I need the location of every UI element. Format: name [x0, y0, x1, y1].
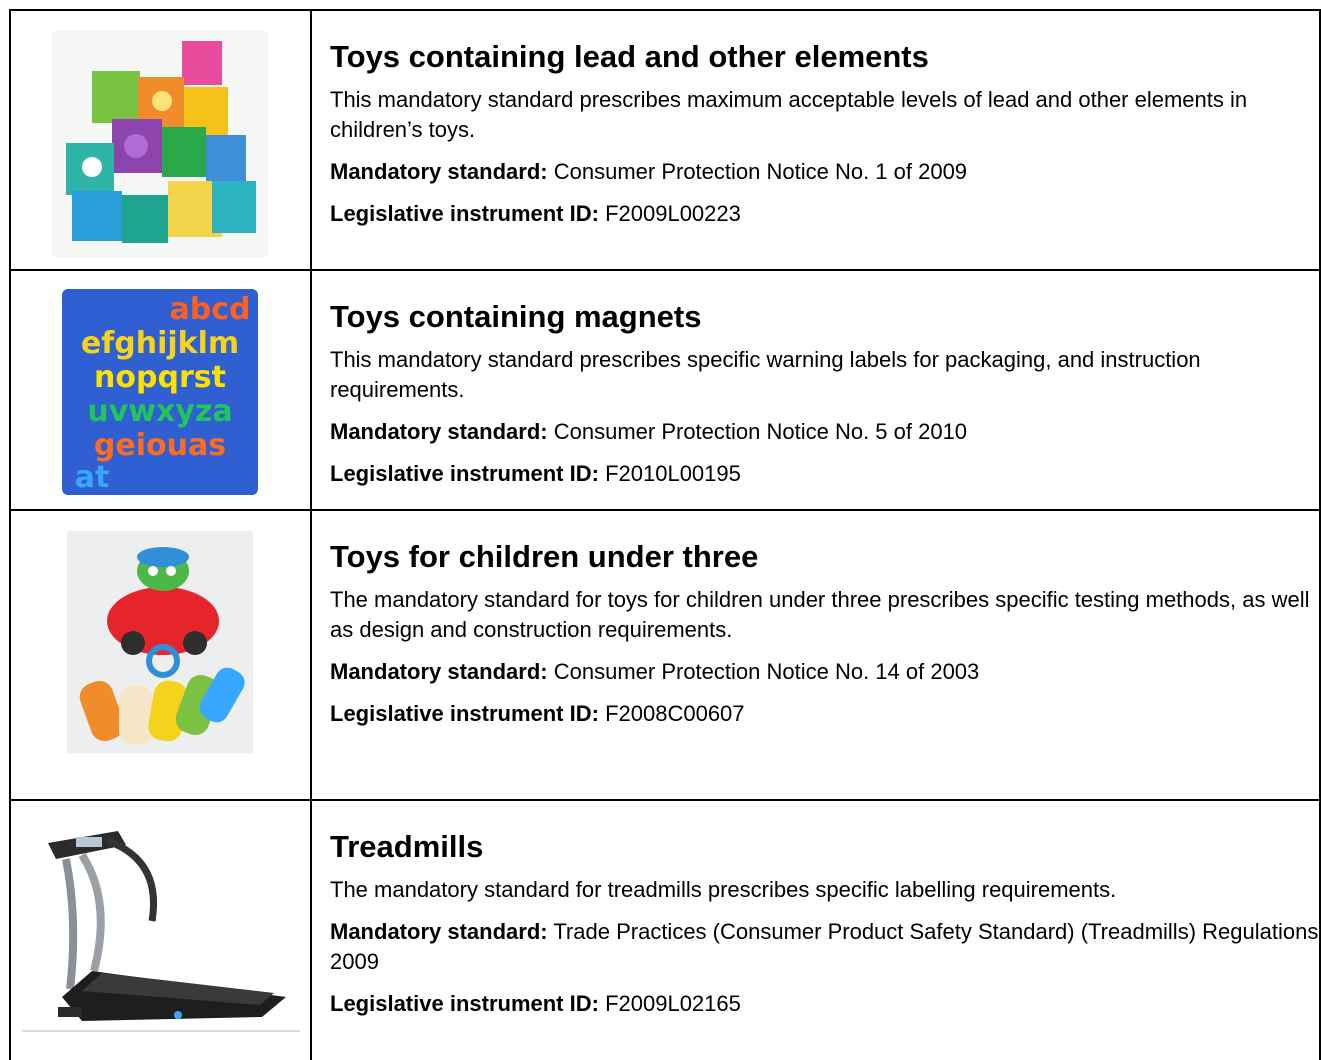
image-cell	[10, 10, 311, 270]
legislative-id-label: Legislative instrument ID:	[330, 201, 599, 226]
mandatory-standard-value: Consumer Protection Notice No. 5 of 2010	[553, 419, 968, 444]
entry-description: The mandatory standard for toys for children under three prescribes specific testing methods, as well as design and construction requirements.	[330, 587, 1310, 642]
entry-title: Toys containing magnets	[330, 299, 702, 334]
entry-cell	[311, 510, 1320, 800]
mandatory-standard-value: Consumer Protection Notice No. 14 of 2003	[553, 659, 980, 684]
image-cell	[10, 270, 311, 510]
legislative-id-label: Legislative instrument ID:	[330, 701, 599, 726]
letters-row-6: at	[74, 460, 110, 495]
table-row	[10, 800, 1320, 1060]
letters-row-4: uvwxyza	[87, 394, 233, 429]
entry-description: This mandatory standard prescribes maximum acceptable levels of lead and other elements in children’s toys.	[330, 87, 1248, 142]
legislative-id-value: F2010L00195	[605, 461, 741, 486]
entry-title: Toys containing lead and other elements	[330, 39, 929, 74]
mandatory-standard	[330, 657, 1319, 687]
treadmill-image	[22, 821, 300, 1035]
entry-cell	[311, 270, 1320, 510]
mandatory-standard	[330, 917, 1319, 977]
table-row	[10, 270, 1320, 510]
baby-key-toy-image	[67, 531, 253, 753]
legislative-id-value: F2009L00223	[605, 201, 741, 226]
table-row	[10, 10, 1320, 270]
entry-cell	[311, 10, 1320, 270]
legislative-id	[330, 459, 1319, 489]
entry-cell	[311, 800, 1320, 1060]
entry-title: Toys for children under three	[330, 539, 759, 574]
legislative-id	[330, 699, 1319, 729]
legislative-id	[330, 989, 1319, 1019]
letters-row-5: geiouas	[93, 428, 227, 463]
entry-description: This mandatory standard prescribes specific warning labels for packaging, and instruction requirements.	[330, 347, 1201, 402]
mandatory-standard-value: Consumer Protection Notice No. 1 of 2009	[553, 159, 968, 184]
mandatory-standard-label: Mandatory standard:	[330, 919, 548, 944]
standards-table	[9, 9, 1321, 1060]
mandatory-standard-label: Mandatory standard:	[330, 659, 548, 684]
mandatory-standard	[330, 417, 1319, 447]
mandatory-standard-label: Mandatory standard:	[330, 419, 548, 444]
mandatory-standard	[330, 157, 1319, 187]
legislative-id-label: Legislative instrument ID:	[330, 461, 599, 486]
image-cell	[10, 800, 311, 1060]
table-row	[10, 510, 1320, 800]
image-cell	[10, 510, 311, 800]
entry-title: Treadmills	[330, 829, 484, 864]
entry-description: The mandatory standard for treadmills prescribes specific labelling requirements.	[330, 877, 1117, 902]
legislative-id	[330, 199, 1319, 229]
mandatory-standard-value: Trade Practices (Consumer Product Safety Standard) (Treadmills) Regulations 2009	[330, 919, 1319, 974]
legislative-id-value: F2009L02165	[605, 991, 741, 1016]
mandatory-standard-label: Mandatory standard:	[330, 159, 548, 184]
legislative-id-value: F2008C00607	[605, 701, 745, 726]
wooden-blocks-image	[52, 31, 268, 257]
letters-row-2: efghijklm	[80, 326, 240, 361]
letters-row-1: abcd	[169, 292, 251, 327]
letters-row-3: nopqrst	[94, 360, 226, 395]
legislative-id-label: Legislative instrument ID:	[330, 991, 599, 1016]
magnetic-letters-image	[62, 289, 258, 495]
